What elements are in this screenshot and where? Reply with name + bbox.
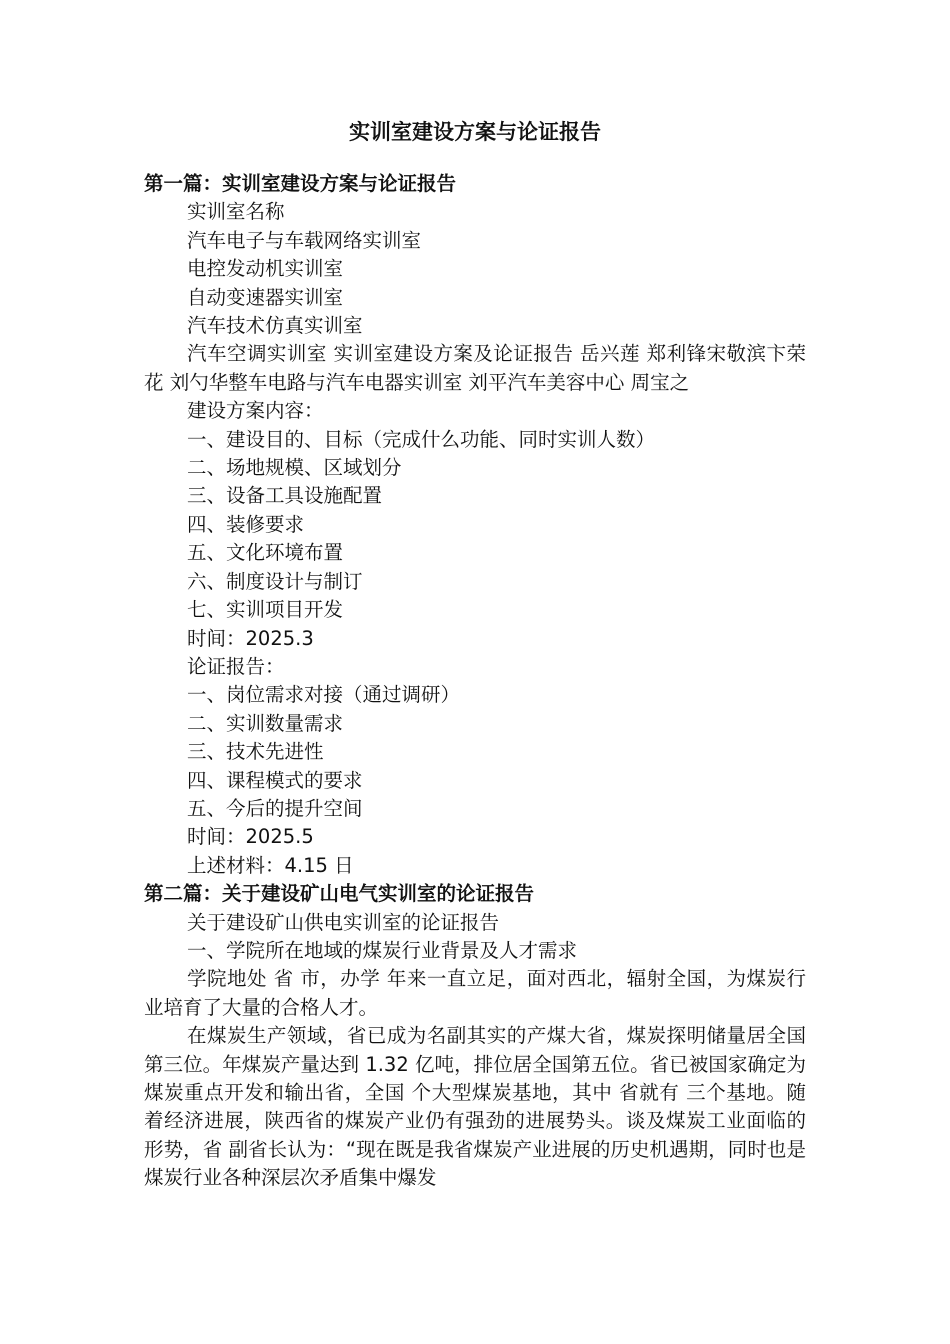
plan-line: 一、建设目的、目标（完成什么功能、同时实训人数） <box>187 427 656 451</box>
plan-line: 三、技术先进性 <box>187 740 324 764</box>
part2-heading: 第二篇：关于建设矿山电气实训室的论证报告 <box>144 882 535 906</box>
part1-line: 实训室名称 <box>187 200 285 224</box>
plan-line: 时间：2025.5 <box>187 825 314 849</box>
plan-line: 时间：2025.3 <box>187 626 314 650</box>
document-body <box>144 170 806 1193</box>
part1-paragraph: 汽车空调实训室 实训室建设方案及论证报告 岳兴莲 郑利锋宋敬滨卞荣花 刘勺华整车电路与汽车电器实训室 刘平汽车美容中心 周宝之 <box>144 342 806 394</box>
plan-line: 二、实训数量需求 <box>187 711 344 735</box>
part1-line: 自动变速器实训室 <box>187 285 344 309</box>
part1-line: 汽车技术仿真实训室 <box>187 314 363 338</box>
plan-line: 一、岗位需求对接（通过调研） <box>187 683 461 707</box>
part2-line: 关于建设矿山供电实训室的论证报告 <box>187 910 500 934</box>
plan-line: 论证报告： <box>187 654 285 678</box>
plan-line: 三、设备工具设施配置 <box>187 484 383 508</box>
plan-line: 七、实训项目开发 <box>187 598 344 622</box>
part2-paragraph: 学院地处 省 市，办学 年来一直立足，面对西北，辐射全国，为煤炭行业培育了大量的合格人才。 <box>144 967 806 1019</box>
plan-line: 五、今后的提升空间 <box>187 796 363 820</box>
plan-line: 四、装修要求 <box>187 512 305 536</box>
plan-line: 二、场地规模、区域划分 <box>187 456 402 480</box>
plan-line: 五、文化环境布置 <box>187 541 344 565</box>
plan-line: 四、课程模式的要求 <box>187 768 363 792</box>
plan-line: 上述材料：4.15 日 <box>187 853 354 877</box>
part2-paragraph: 在煤炭生产领域，省已成为名副其实的产煤大省，煤炭探明储量居全国第三位。年煤炭产量达到 1.32 亿吨，排位居全国第五位。省已被国家确定为煤炭重点开发和输出省，全国 个大型煤炭基地，其中 省就有 三个基地。随着经济进展，陕西省的煤炭产业仍有强劲的进展势头。谈及煤炭工业面临的形势，省 副省长认为：“现在既是我省煤炭产业进展的历史机遇期，同时也是煤炭行业各种深层次矛盾集中爆发 <box>144 1024 806 1190</box>
plan-line: 六、制度设计与制订 <box>187 569 363 593</box>
part1-line: 电控发动机实训室 <box>187 257 344 281</box>
part1-heading: 第一篇：实训室建设方案与论证报告 <box>144 172 457 195</box>
plan-line: 建设方案内容： <box>187 399 324 423</box>
part2-line: 一、学院所在地域的煤炭行业背景及人才需求 <box>187 938 578 962</box>
document-title: 实训室建设方案与论证报告 <box>349 120 601 144</box>
part1-line: 汽车电子与车载网络实训室 <box>187 228 422 252</box>
